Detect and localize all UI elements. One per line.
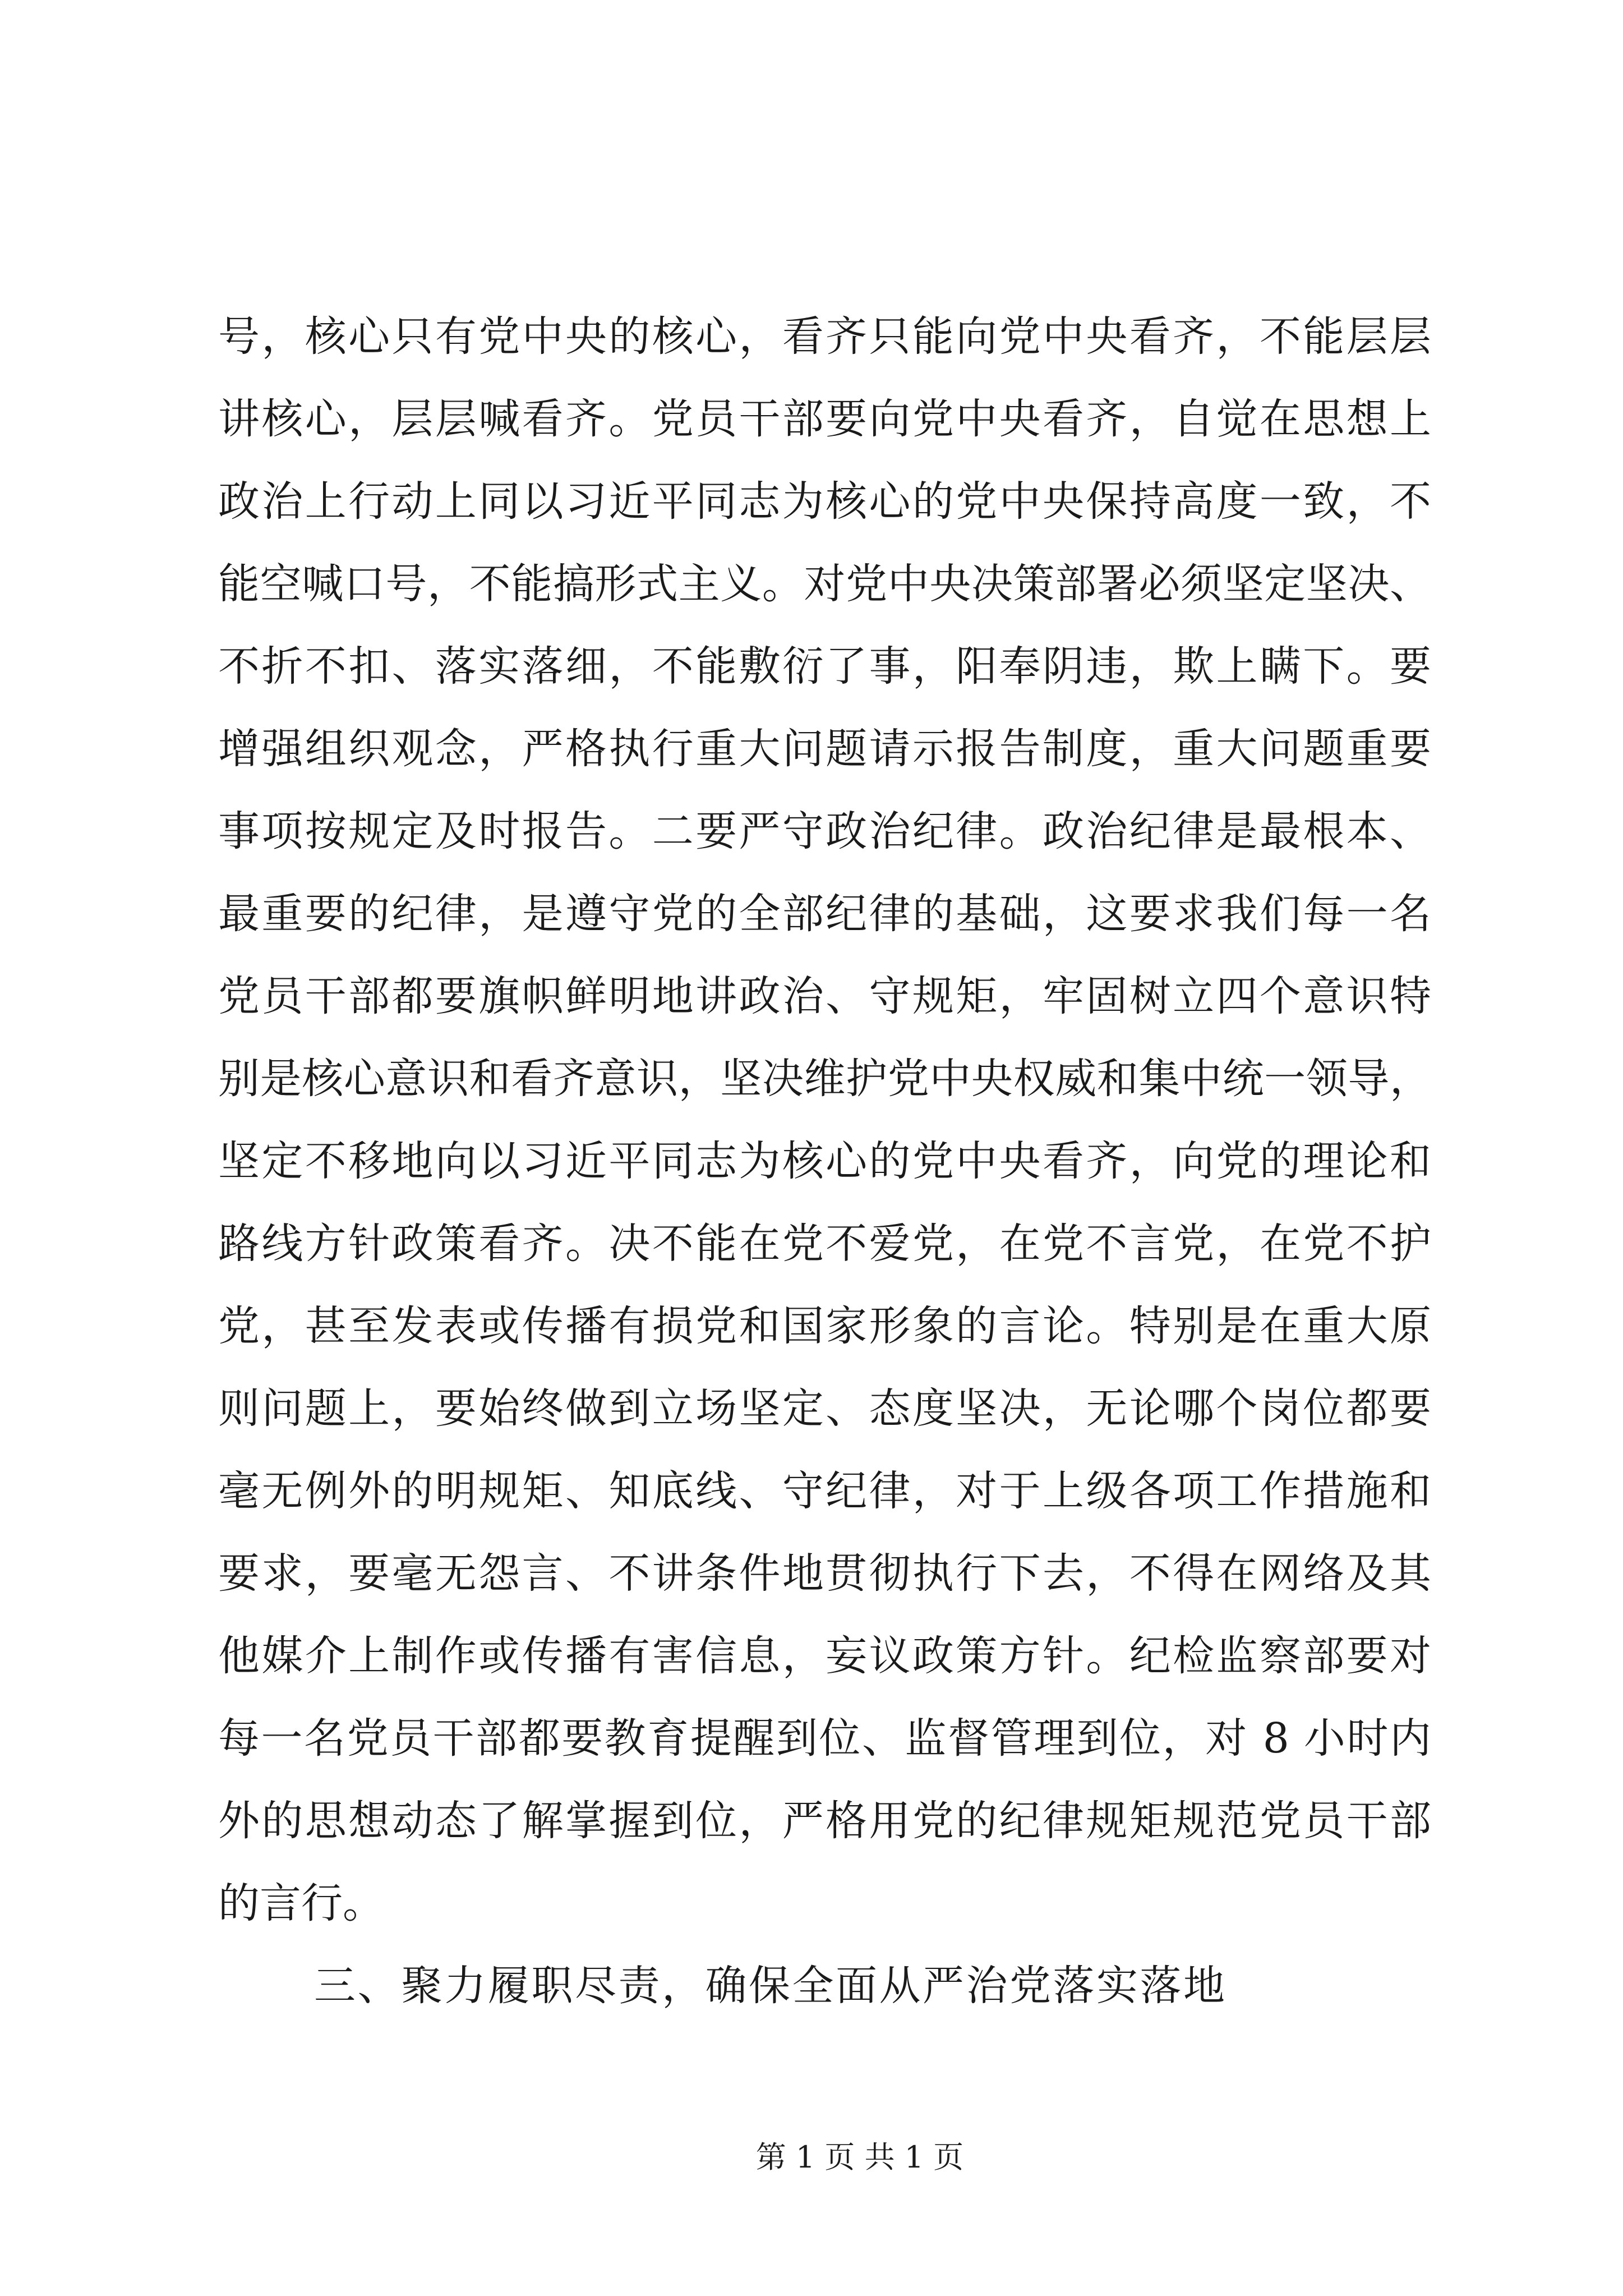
body-text-line: 最重要的纪律，是遵守党的全部纪律的基础，这要求我们每一名 <box>218 890 1431 938</box>
body-text-line: 政治上行动上同以习近平同志为核心的党中央保持高度一致，不 <box>218 477 1431 526</box>
body-text-line: 坚定不移地向以习近平同志为核心的党中央看齐，向党的理论和 <box>218 1137 1431 1185</box>
body-text-line: 事项按规定及时报告。二要严守政治纪律。政治纪律是最根本、 <box>218 807 1431 855</box>
body-text-line: 党，甚至发表或传播有损党和国家形象的言论。特别是在重大原 <box>218 1302 1431 1350</box>
body-text-line: 增强组织观念，严格执行重大问题请示报告制度，重大问题重要 <box>218 725 1431 773</box>
body-text-line: 他媒介上制作或传播有害信息，妄议政策方针。纪检监察部要对 <box>218 1632 1431 1680</box>
section-heading: 三、聚力履职尽责，确保全面从严治党落实落地 <box>314 1962 1227 2010</box>
body-text-line: 外的思想动态了解掌握到位，严格用党的纪律规矩规范党员干部 <box>218 1797 1431 1845</box>
body-text-line: 党员干部都要旗帜鲜明地讲政治、守规矩，牢固树立四个意识特 <box>218 972 1431 1020</box>
page-footer: 第 1 页 共 1 页 <box>755 2139 964 2175</box>
body-text-line: 号，核心只有党中央的核心，看齐只能向党中央看齐，不能层层 <box>218 312 1431 361</box>
body-text-line: 则问题上，要始终做到立场坚定、态度坚决，无论哪个岗位都要 <box>218 1384 1431 1433</box>
body-text-line: 能空喊口号，不能搞形式主义。对党中央决策部署必须坚定坚决、 <box>218 560 1431 608</box>
body-text-line: 路线方针政策看齐。决不能在党不爱党，在党不言党，在党不护 <box>218 1220 1431 1268</box>
body-text-line: 不折不扣、落实落细，不能敷衍了事，阳奉阴违，欺上瞒下。要 <box>218 642 1431 691</box>
body-text-line: 的言行。 <box>218 1879 384 1927</box>
body-text-line: 要求，要毫无怨言、不讲条件地贯彻执行下去，不得在网络及其 <box>218 1549 1431 1598</box>
body-text-line: 讲核心，层层喊看齐。党员干部要向党中央看齐，自觉在思想上 <box>218 395 1431 443</box>
body-text-line: 别是核心意识和看齐意识，坚决维护党中央权威和集中统一领导， <box>218 1055 1431 1103</box>
body-text-line: 每一名党员干部都要教育提醒到位、监督管理到位，对 8 小时内 <box>218 1714 1431 1763</box>
body-text-line: 毫无例外的明规矩、知底线、守纪律，对于上级各项工作措施和 <box>218 1467 1431 1515</box>
body-text <box>218 296 1431 2027</box>
